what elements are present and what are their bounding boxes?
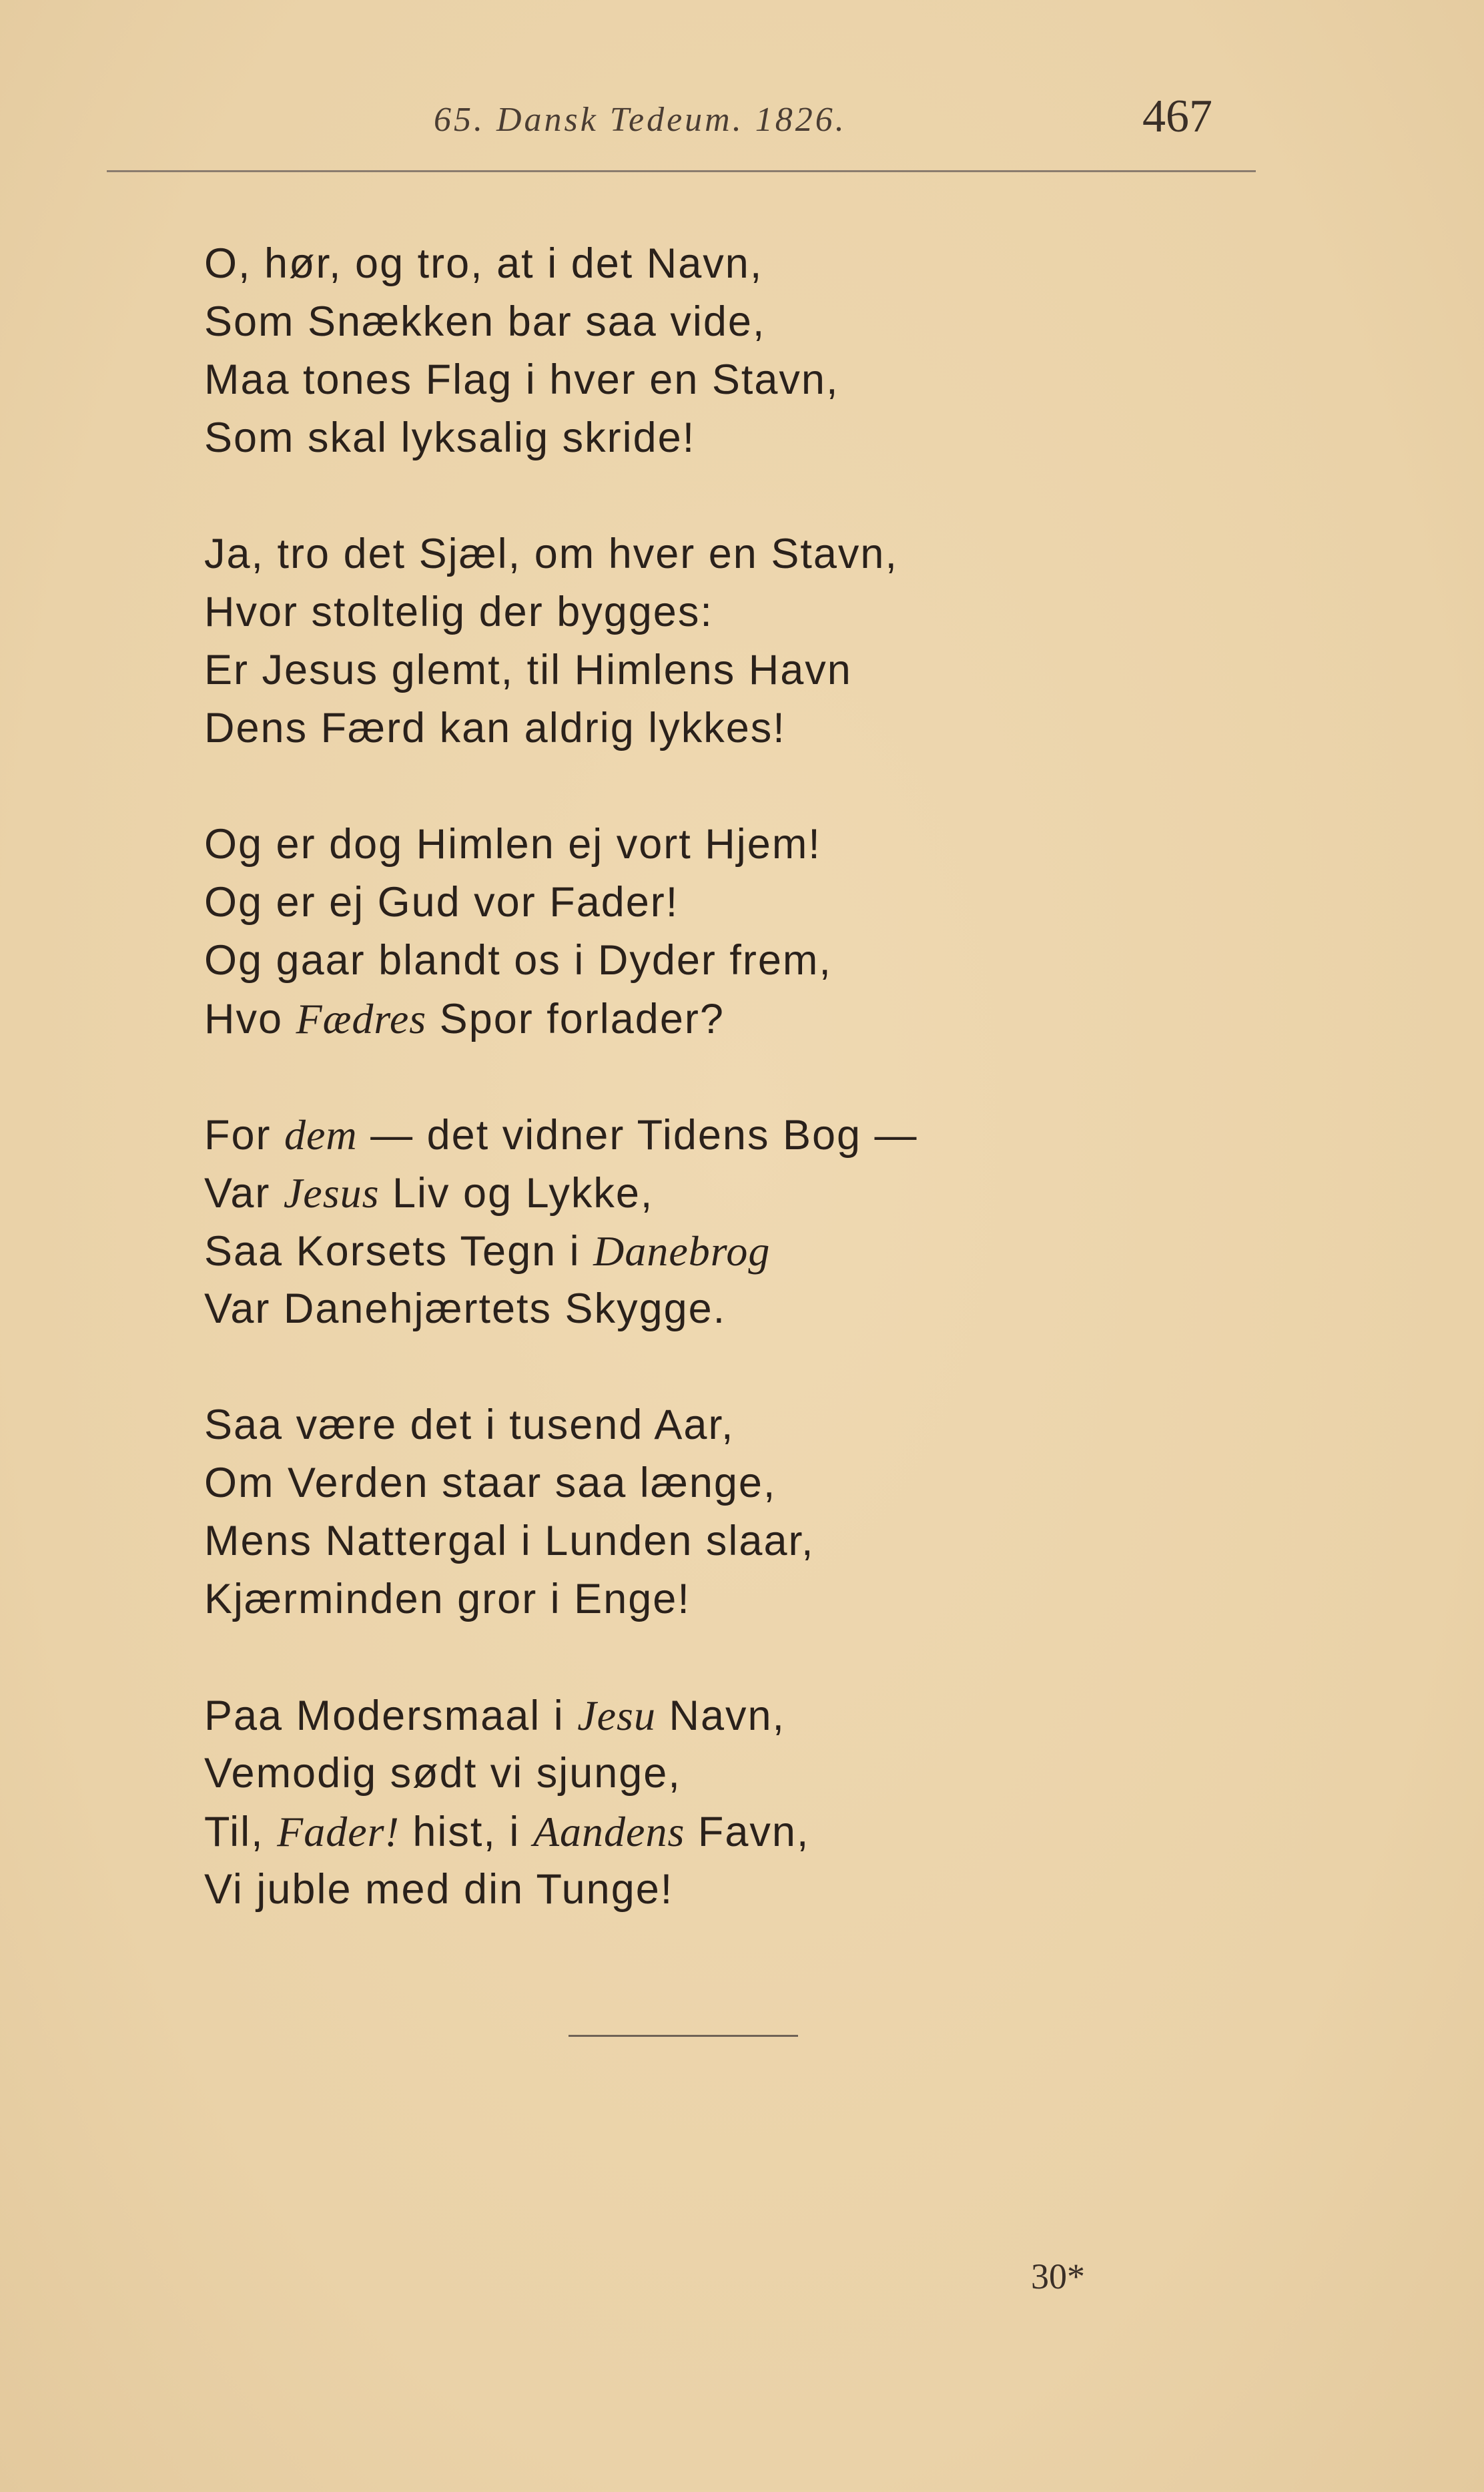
italic-text: dem: [284, 1111, 358, 1159]
italic-text: Jesus: [283, 1169, 380, 1217]
stanza: [204, 1686, 1172, 1919]
poem-line: [204, 351, 1172, 409]
line-text: Vi juble med din Tunge!: [204, 1866, 674, 1913]
italic-text: Jesu: [577, 1692, 656, 1739]
signature-mark: 30*: [1031, 2256, 1085, 2296]
poem: [204, 235, 1172, 1977]
poem-line: [204, 1803, 1172, 1861]
italic-text: Aandens: [532, 1808, 685, 1855]
poem-line: [204, 1106, 1172, 1164]
line-text: Favn,: [685, 1809, 810, 1855]
stanza: [204, 1106, 1172, 1338]
poem-line: [204, 641, 1172, 699]
poem-line: [204, 1570, 1172, 1628]
line-text: hist, i: [399, 1809, 533, 1855]
line-text: — det vidner Tidens Bog —: [357, 1112, 918, 1159]
line-text: Ja, tro det Sjæl, om hver en Stavn,: [204, 531, 898, 577]
poem-line: [204, 293, 1172, 351]
line-text: Vemodig sødt vi sjunge,: [204, 1750, 681, 1797]
poem-line: [204, 1396, 1172, 1454]
line-text: For: [204, 1112, 285, 1159]
poem-line: [204, 932, 1172, 990]
poem-line: [204, 1222, 1172, 1280]
italic-text: Fædres: [296, 995, 427, 1042]
line-text: Hvor stoltelig der bygges:: [204, 589, 713, 635]
line-text: Og er dog Himlen ej vort Hjem!: [204, 821, 821, 868]
poem-line: [204, 990, 1172, 1048]
poem-line: [204, 1454, 1172, 1512]
stanza: [204, 525, 1172, 757]
poem-line: [204, 1164, 1172, 1222]
poem-line: [204, 1512, 1172, 1570]
line-text: Mens Nattergal i Lunden slaar,: [204, 1518, 815, 1564]
line-text: Og er ej Gud vor Fader!: [204, 879, 679, 926]
poem-line: [204, 583, 1172, 641]
poem-line: [204, 1745, 1172, 1803]
stanza: [204, 1396, 1172, 1628]
line-text: Kjærminden gror i Enge!: [204, 1576, 691, 1622]
line-text: Som skal lyksalig skride!: [204, 414, 696, 461]
poem-line: [204, 874, 1172, 932]
poem-line: [204, 816, 1172, 874]
running-title: 65. Dansk Tedeum. 1826.: [434, 101, 847, 139]
line-text: Maa tones Flag i hver en Stavn,: [204, 356, 839, 403]
italic-text: Danebrog: [593, 1227, 771, 1275]
poem-line: [204, 1861, 1172, 1919]
poem-line: [204, 235, 1172, 293]
line-text: Til,: [204, 1809, 278, 1855]
poem-line: [204, 525, 1172, 583]
line-text: O, hør, og tro, at i det Navn,: [204, 240, 763, 287]
line-text: Spor forlader?: [426, 996, 725, 1042]
line-text: Saa Korsets Tegn i: [204, 1228, 594, 1275]
line-text: Var Danehjærtets Skygge.: [204, 1285, 727, 1332]
poem-line: [204, 1280, 1172, 1338]
line-text: Om Verden staar saa længe,: [204, 1460, 777, 1506]
line-text: Hvo: [204, 996, 296, 1042]
stanza: [204, 235, 1172, 467]
line-text: Saa være det i tusend Aar,: [204, 1401, 735, 1448]
line-text: Navn,: [655, 1692, 786, 1739]
poem-line: [204, 699, 1172, 757]
page-number: 467: [1142, 91, 1212, 142]
end-rule: [569, 2035, 798, 2037]
line-text: Var: [204, 1170, 284, 1217]
line-text: Liv og Lykke,: [379, 1170, 654, 1217]
header-rule: [107, 170, 1256, 172]
line-text: Dens Færd kan aldrig lykkes!: [204, 705, 786, 751]
line-text: Som Snækken bar saa vide,: [204, 298, 766, 345]
line-text: Og gaar blandt os i Dyder frem,: [204, 937, 832, 984]
line-text: Paa Modersmaal i: [204, 1692, 578, 1739]
poem-line: [204, 409, 1172, 467]
stanza: [204, 816, 1172, 1048]
poem-line: [204, 1686, 1172, 1745]
italic-text: Fader!: [277, 1808, 400, 1855]
line-text: Er Jesus glemt, til Himlens Havn: [204, 647, 852, 693]
